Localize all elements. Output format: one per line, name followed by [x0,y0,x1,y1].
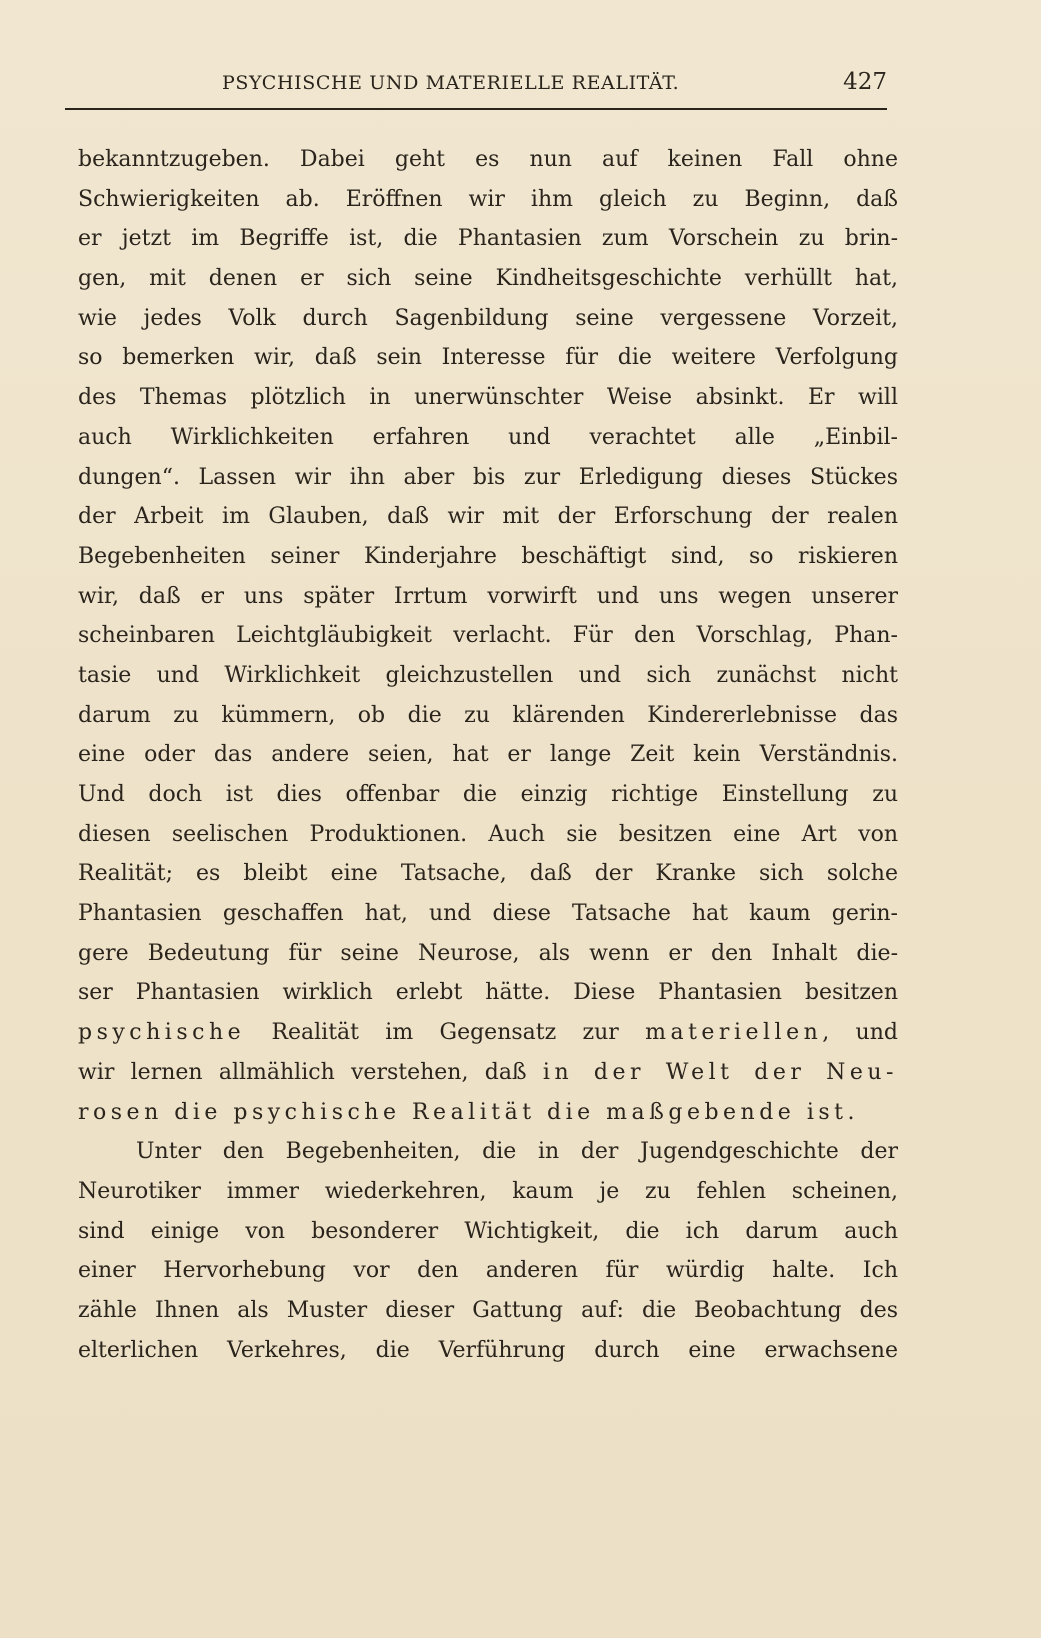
text-line: Unter den Begebenheiten, die in der Jugendgeschichte der [136,1139,898,1165]
text-line: zähle Ihnen als Muster dieser Gattung auf: die Beobachtung des [78,1297,898,1323]
text-line: eine oder das andere seien, hat er lange Zeit kein Verständnis. [78,742,898,768]
text-line: wie jedes Volk durch Sagenbildung seine vergessene Vorzeit, [78,305,898,331]
text-line: diesen seelischen Produktionen. Auch sie besitzen eine Art von [78,821,898,847]
text-run: , und [822,1020,898,1046]
text-line: Neurotiker immer wiederkehren, kaum je zu fehlen scheinen, [78,1178,898,1204]
text-line: wir, daß er uns später Irrtum vorwirft und uns wegen unserer [78,583,898,609]
text-line: bekanntzugeben. Dabei geht es nun auf keinen Fall ohne [78,147,898,172]
text-line: des Themas plötzlich in unerwünschter Weise absinkt. Er will [78,385,898,411]
text-line: auch Wirklichkeiten erfahren und verachtet alle „Einbil- [78,424,898,450]
text-run: Realität im Gegensatz zur [245,1020,646,1046]
text-run: wir lernen allmählich verstehen, daß [78,1059,543,1085]
paragraph-1 [78,140,898,1132]
text-line: der Arbeit im Glauben, daß wir mit der Erforschung der realen [78,504,898,530]
spaced-emphasis: psychische [78,1020,246,1046]
text-line: sind einige von besonderer Wichtigkeit, die ich darum auch [78,1218,898,1244]
text-line: Phantasien geschaffen hat, und diese Tatsache hat kaum gerin- [78,901,898,927]
text-line: darum zu kümmern, ob die zu klärenden Kindererlebnisse das [78,702,898,728]
text-line: Schwierigkeiten ab. Eröffnen wir ihm gleich zu Beginn, daß [78,186,898,212]
body-text [78,140,898,1370]
paragraph-2 [78,1132,898,1370]
text-line: Begebenheiten seiner Kinderjahre beschäftigt sind, so riskieren [78,543,898,569]
text-line-mixed [78,1053,898,1093]
text-line: scheinbaren Leichtgläubigkeit verlacht. Für den Vorschlag, Phan- [78,623,898,649]
text-line: tasie und Wirklichkeit gleichzustellen und sich zunächst nicht [78,662,898,688]
spaced-emphasis: in der Welt der Neu- [542,1059,898,1085]
text-line: Realität; es bleibt eine Tatsache, daß der Kranke sich solche [78,861,898,887]
text-line: Und doch ist dies offenbar die einzig richtige Einstellung zu [78,782,898,807]
page-number: 427 [843,69,887,95]
text-line: so bemerken wir, daß sein Interesse für die weitere Verfolgung [78,345,898,371]
text-line: er jetzt im Begriffe ist, die Phantasien zum Vorschein zu brin- [78,226,898,252]
text-line: gen, mit denen er sich seine Kindheitsgeschichte verhüllt hat, [78,266,898,292]
text-line: einer Hervorhebung vor den anderen für würdig halte. Ich [78,1258,898,1284]
running-title: PSYCHISCHE UND MATERIELLE REALITÄT. [222,72,680,94]
text-line-mixed [78,1013,898,1053]
spaced-emphasis: rosen die psychische Realität die maßgebende ist. [78,1099,859,1125]
text-line-mixed [78,1093,898,1133]
spaced-emphasis: materiellen [645,1020,823,1046]
text-line: ser Phantasien wirklich erlebt hätte. Diese Phantasien besitzen [78,980,898,1006]
running-header [65,66,887,110]
text-line: elterlichen Verkehres, die Verführung durch eine erwachsene [78,1337,898,1363]
text-line: gere Bedeutung für seine Neurose, als wenn er den Inhalt die- [78,940,898,966]
text-line: dungen“. Lassen wir ihn aber bis zur Erledigung dieses Stückes [78,464,898,490]
